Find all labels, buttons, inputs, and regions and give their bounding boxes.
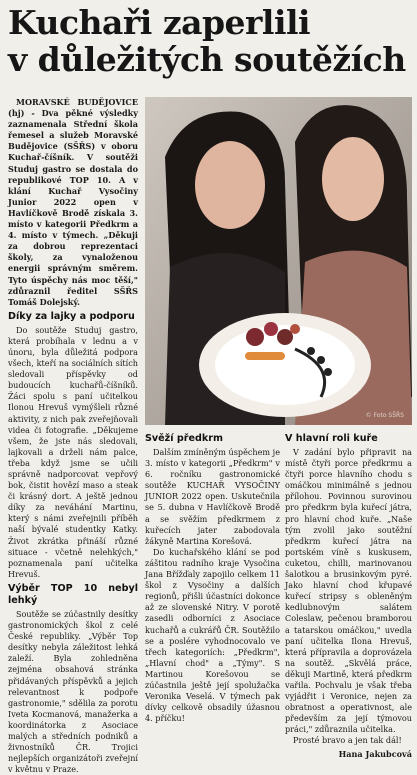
section-main-paragraph-2: Prosté bravo a jen tak dál! [293, 735, 402, 746]
headline [8, 4, 412, 78]
section-title-likes: Díky za lajky a podporu [8, 310, 135, 322]
lead-place: MORAVSKÉ BUDĚJOVICE [16, 97, 138, 107]
section-title-main: V hlavní roli kuře [285, 433, 378, 444]
column-middle [145, 430, 280, 724]
headline-line-1: Kuchaři zaperlili [8, 3, 311, 42]
section-main-paragraph-1: V zadání bylo připravit na místě čtyři porce předkrmu a čtyři porce hlavního chodu s omáčkou minimálně s jednou přílohou. Povinnou surovinou pro předkrm byla kuřecí játra, pro hlavní chod kuře. „Naše tým zvolil jako soutěžní předkrm kuřecí játra na portském víně s kuskusem, cuketou, chilli, marinovanou šalotkou a brusinkovým pyré. Jako hlavní chod křupavé kuřecí stripsy s obleněným kedlubnovým salátem Coleslaw, pečenou bramborou a tatarskou omáčkou," uvedla paní učitelka Ilona Hrevuš, která přípravila a doprovázela na soutěž. „Skvělá práce, děkuji Martině, která předkrm vařila. Pochvalu je však třeba vyjádřit i Veronice, nejen za obratnost a operativnost, ale především za její týmovou práci," zdůraznila učitelka. [285, 447, 412, 735]
article-author: Hana Jakubcová [338, 748, 412, 759]
headline-line-2: v důležitých soutěžích [8, 40, 406, 79]
section-likes-paragraph: Do soutěže Studuj gastro, která probíhala v lednu a v únoru, byla důležitá podpora všech, kteří na sociálních sítích sledovali příspěvky od budoucích kuchařů-číšníků. Žáci spolu s paní učitelkou Ilonou Hrevuš vymýšleli různé aktivity, z nich pak zveřejňovali videa či fotografie. „Děkujeme všem, že jste nás sledovali, lajkovali a drželi nám palce, třeba když jsme se učili správně nadporcovat vepřový bok, čistit hovězí maso a steak či krásný dort. A ještě jednou díky za neváhání Martinu, který s námi zveřejnili příběh naší bývalé studentky Katky. Život zkrátka přináší různé situace - včetně nelehkých," poznamenala paní učitelka Hrevuš. [8, 324, 138, 579]
lead-paragraph [8, 97, 138, 308]
section-title-starter: Svěží předkrm [145, 433, 223, 444]
article-photo [145, 97, 412, 425]
section-top10-paragraph: Soutěže se zúčastnily desítky gastronomických škol z celé České republiky. „Výběr Top desítky nebyla záležitost lehká zaleží. Byla zohledněna zejména obsahová stránka přidávaných příspěvků a jejich relevantnost k podpoře gastronomie," sdělila za porotu Iveta Kocmanová, manažerka a koordinátorka z Asociace malých a středních podniků a živnostníků ČR. Trojici nejlepších organizátoři zveřejní v květnu v Praze. [8, 608, 138, 775]
section-title-top10: Výběr TOP 10 nebyl lehký [8, 582, 138, 606]
column-right [285, 430, 412, 760]
column-left [8, 97, 138, 775]
photo-watermark: © Foto SŠŘS [365, 412, 404, 419]
section-starter-paragraph-1: Dalším zmíněným úspěchem je 3. místo v kategorii „Předkrm" v 6. ročníku gastronomické soutěže KUCHAŘ VYSOČINY JUNIOR 2022 open. Uskutečnila se 5. dubna v Havlíčkově Brodě a se svěžím předkrmem z kuřecích jater zabodovala žákyně Martina Korešová. [145, 447, 280, 546]
lead-text: (hj) - Dva pěkné výsledky zaznamenala Střední škola řemesel a služeb Moravské Budějovice (SŠŘS) v oboru Kuchař-číšník. V soutěži Studuj gastro se dostala do republikové TOP 10. A v klání Kuchař Vysočiny Junior 2022 open v Havlíčkově Brodě získala 3. místo v kategorii Předkrm a 4. místo v týmech. „Děkuji za dobrou reprezentaci školy, za vynaloženou energii správným směrem. Tyto úspěchy nás moc těší," zdůraznil ředitel SŠŘS Tomáš Dolejský. [8, 108, 138, 307]
section-starter-paragraph-2: Do kuchařského klání se pod záštitou radního kraje Vysočina Jana Břížďaly zapojilo celkem 11 škol z Vysočiny a dalších regionů, přišli účastníci dokonce až ze slovenské Nitry. V porotě zasedli odborníci z Asociace kuchařů a cukrářů ČR. Soutěžilo se a poslére vyhodnocovalo ve třech kategoriích: „Předkrm", „Hlavní chod" a „Týmy". S Martinou Korešovou se zúčastnila ještě její spolužačka Veronika Veselá. V týmech pak dívky celkově obsadily úžasnou 4. příčku! [145, 546, 280, 724]
photo-students-with-plate-icon [145, 97, 412, 425]
